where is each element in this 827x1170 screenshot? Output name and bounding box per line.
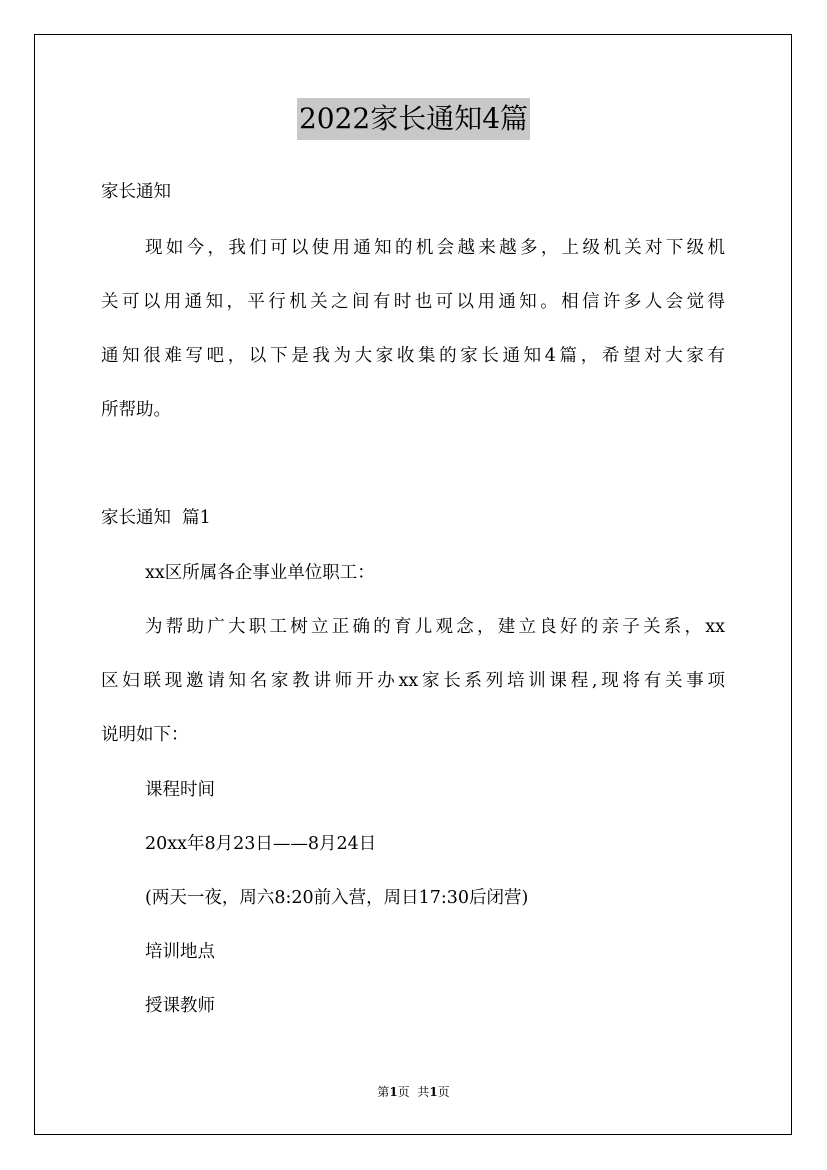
footer-page-current: 1 [389,1085,398,1099]
section-line-2: 为帮助广大职工树立正确的育儿观念，建立良好的亲子关系，xx [145,617,725,637]
page-footer [0,1084,827,1100]
title-container [0,98,827,140]
footer-page-total: 1 [429,1085,438,1099]
section-line-9: 授课教师 [145,996,215,1016]
section-line-3: 区妇联现邀请知名家教讲师开办xx家长系列培训课程,现将有关事项 [101,671,725,691]
footer-prefix: 第 [377,1085,390,1099]
section-line-5: 课程时间 [145,780,215,800]
section-line-7: (两天一夜，周六8:20前入营，周日17:30后闭营) [145,888,529,908]
intro-line-3: 通知很难写吧，以下是我为大家收集的家长通知4篇，希望对大家有 [101,346,725,366]
intro-line-2: 关可以用通知，平行机关之间有时也可以用通知。相信许多人会觉得 [101,292,725,312]
footer-suffix: 页 [437,1085,450,1099]
footer-mid: 页 共 [397,1085,430,1099]
document-title: 2022家长通知4篇 [297,98,530,140]
main-heading: 家长通知 [101,182,171,202]
section-line-1: xx区所属各企事业单位职工： [145,563,375,583]
section-line-6: 20xx年8月23日——8月24日 [145,834,377,854]
section-heading: 家长通知 篇1 [101,508,211,528]
section-line-8: 培训地点 [145,942,215,962]
intro-line-4: 所帮助。 [101,400,171,420]
intro-line-1: 现如今，我们可以使用通知的机会越来越多，上级机关对下级机 [145,238,725,258]
section-line-4: 说明如下： [101,725,189,745]
